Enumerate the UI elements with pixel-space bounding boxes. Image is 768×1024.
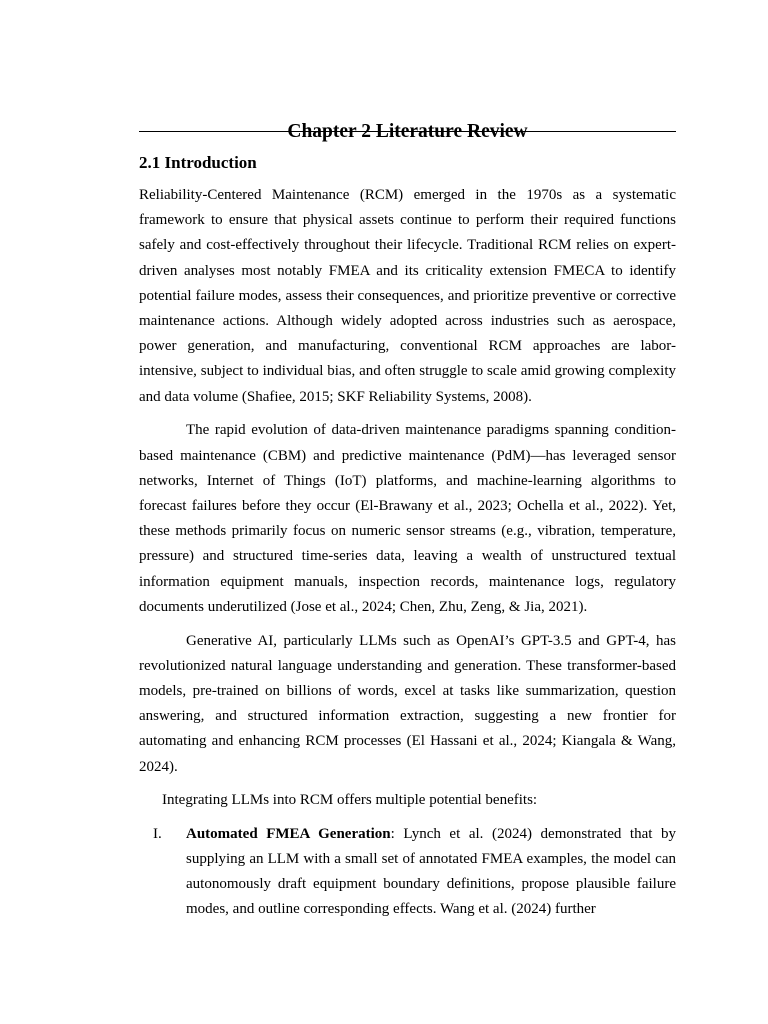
list-item-separator: : [390, 825, 395, 842]
list-item-text: Lynch et al. (2024) demonstrated that by supplying an LLM with a small set of annotated FMEA examples, the model can autonomously draft equipment boundary definitions, propose plausible failure modes, and outline corresponding effects. Wang et al. (2024) further [186, 825, 676, 918]
list-item-marker: I. [153, 825, 162, 842]
paragraph-rcm-overview: Reliability-Centered Maintenance (RCM) emerged in the 1970s as a systematic framework to ensure that physical assets continue to perform their required functions safely and cost-effectively throughout their lifecycle. Traditional RCM relies on expert-driven analyses most notably FMEA and its criticality extension FMECA to identify potential failure modes, assess their consequences, and prioritize preventive or corrective maintenance actions. Although widely adopted across industries such as aerospace, power generation, and manufacturing, conventional RCM approaches are labor-intensive, subject to individual bias, and often struggle to scale amid growing complexity and data volume (Shafiee, 2015; SKF Reliability Systems, 2008). [139, 187, 676, 405]
chapter-title-rule [139, 131, 676, 132]
section-heading: 2.1 Introduction [139, 153, 257, 172]
chapter-title: Chapter 2 Literature Review [287, 121, 528, 143]
paragraph-benefits-intro: Integrating LLMs into RCM offers multiple potential benefits: [162, 792, 538, 809]
section-body [139, 183, 676, 922]
list-item-title: Automated FMEA Generation [186, 825, 391, 842]
benefits-list [139, 822, 676, 923]
paragraph-data-driven-maintenance: The rapid evolution of data-driven maintenance paradigms spanning condition-based maintenance (CBM) and predictive maintenance (PdM)—has leveraged sensor networks, Internet of Things (IoT) platforms, and machine-learning algorithms to forecast failures before they occur (El-Brawany et al., 2023; Ochella et al., 2022). Yet, these methods primarily focus on numeric sensor streams (e.g., vibration, temperature, pressure) and structured time-series data, leaving a wealth of unstructured textual information equipment manuals, inspection records, maintenance logs, regulatory documents underutilized (Jose et al., 2024; Chen, Zhu, Zeng, & Jia, 2021). [139, 422, 676, 615]
paragraph-generative-ai: Generative AI, particularly LLMs such as OpenAI’s GPT-3.5 and GPT-4, has revolutionized natural language understanding and generation. These transformer-based models, pre-trained on billions of words, excel at tasks like summarization, question answering, and structured information extraction, suggesting a new frontier for automating and enhancing RCM processes (El Hassani et al., 2024; Kiangala & Wang, 2024). [139, 632, 676, 775]
list-item [139, 822, 676, 923]
